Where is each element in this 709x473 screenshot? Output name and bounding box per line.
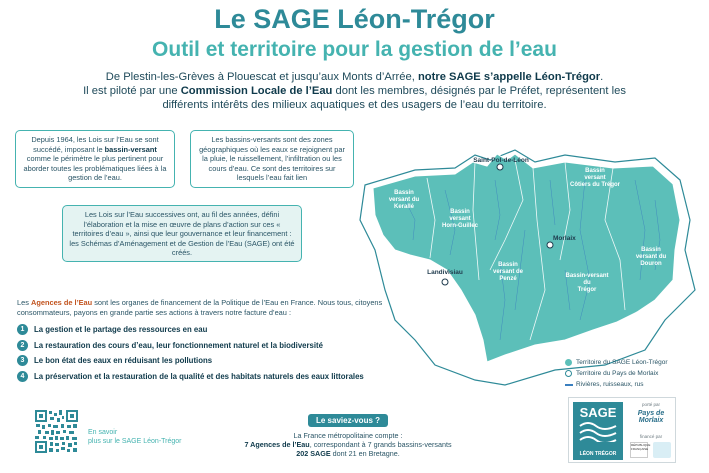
- town-label: Saint-Pol-de-Léon: [473, 157, 529, 164]
- saviez-vous-heading: Le saviez-vous ?: [308, 414, 388, 427]
- number-badge: 1: [17, 324, 28, 335]
- agences-text: Les Agences de l’Eau sont les organes de financement de la Politique de l’Eau en France. Nous tous, citoyens consommateurs, payons en grande partie ses actions à travers notre facture d’eau :: [17, 298, 383, 317]
- number-badge: 3: [17, 355, 28, 366]
- republique-francaise-logo: RÉPUBLIQUE FRANÇAISE: [630, 442, 648, 458]
- basin-label: Bassin: [450, 209, 470, 215]
- info-box-bassins: Les bassins-versants sont des zones géographiques où les eaux se rejoignent par la pluie, le ruissellement, l’infiltration ou les cours d’eau. Ce sont des territoires sur lesquels l’eau fait lien: [190, 130, 354, 188]
- basin-label: Bassin: [394, 190, 414, 196]
- partner-logos: SAGE LÉON TRÉGOR porté par Pays de Morlaix financé par RÉPUBLIQUE FRANÇAISE: [568, 397, 676, 463]
- map-legend: Territoire du SAGE Léon-Trégor Territoire du Pays de Morlaix Rivières, ruisseaux, rus: [565, 357, 668, 390]
- info-box-lois: Depuis 1964, les Lois sur l’Eau se sont succédé, imposant le bassin-versant comme le périmètre le plus pertinent pour aborder toutes les problématiques liées à la gestion de l’eau.: [15, 130, 175, 188]
- basin-label: Bassin: [498, 262, 518, 268]
- intro-text: De Plestin-les-Grèves à Plouescat et jusqu’aux Monts d’Arrée, notre SAGE s’appelle Léon-Trégor. Il est piloté par une Commission Locale de l’Eau dont les membres, désignés par le Préfet, représentent les différents intérêts des milieux aquatiques et des usagers de l’eau du territoire.: [83, 71, 626, 111]
- page-title: Le SAGE Léon-Trégor: [214, 4, 495, 34]
- basin-label: du: [583, 280, 591, 286]
- list-item: 4 La préservation et la restauration de la qualité et des habitats naturels des eaux littorales: [17, 369, 437, 384]
- list-item: 3 Le bon état des eaux en réduisant les pollutions: [17, 353, 437, 368]
- qr-code[interactable]: [35, 410, 78, 453]
- saviez-vous-panel: Le saviez-vous ? La France métropolitaine compte : 7 Agences de l’Eau, correspondant à 7 grands bassins-versants 202 SAGE dont 21 en Bretagne.: [244, 416, 452, 458]
- basin-label: versant: [584, 175, 606, 181]
- pays-morlaix-logo: Pays de Morlaix: [637, 410, 665, 424]
- basin-label: versant: [449, 216, 471, 222]
- page-subtitle: Outil et territoire pour la gestion de l’eau: [152, 38, 557, 61]
- wave-icon: [578, 420, 618, 442]
- basin-label: Bassin: [641, 247, 661, 253]
- number-badge: 2: [17, 340, 28, 351]
- basin-label: Kerallé: [393, 204, 415, 210]
- number-badge: 4: [17, 371, 28, 382]
- info-box-sage: Les Lois sur l’Eau successives ont, au fil des années, défini l’élaboration et la mise en œuvre de plans d’action sur ces « territoires d’eau », ainsi que leur gouvernance et leur financement : les Schémas d’Aménagement et de Gestion de l’Eau (SAGE) ont été créés.: [62, 205, 302, 262]
- sage-logo: SAGE LÉON TRÉGOR: [573, 402, 623, 460]
- town-label: Landivisiau: [427, 269, 463, 276]
- list-item: 1 La gestion et le partage des ressources en eau: [17, 322, 437, 337]
- basin-label: Trégor: [577, 287, 597, 293]
- town-label: Morlaix: [553, 235, 576, 242]
- basin-label: Horn-Guillec: [441, 223, 479, 229]
- legend-swatch: [565, 359, 572, 366]
- basin-label: Douron: [640, 261, 662, 267]
- agence-eau-logo: [653, 442, 671, 458]
- basin-label: versant du: [388, 197, 420, 203]
- basin-label: Penzé: [499, 276, 517, 282]
- basin-label: versant de: [492, 269, 524, 275]
- basin-label: versant du: [635, 254, 667, 260]
- basin-label: Bassin: [585, 168, 605, 174]
- list-item: 2 La restauration des cours d’eau, leur fonctionnement naturel et la biodiversité: [17, 338, 437, 353]
- legend-river-icon: [565, 384, 573, 386]
- basin-label: Bassin-versant: [565, 273, 609, 279]
- qr-caption: En savoir plus sur le SAGE Léon-Trégor: [88, 429, 182, 445]
- legend-swatch: [565, 370, 572, 377]
- sage-territory: [373, 154, 680, 362]
- basin-label: Côtiers du Trégor: [569, 182, 621, 188]
